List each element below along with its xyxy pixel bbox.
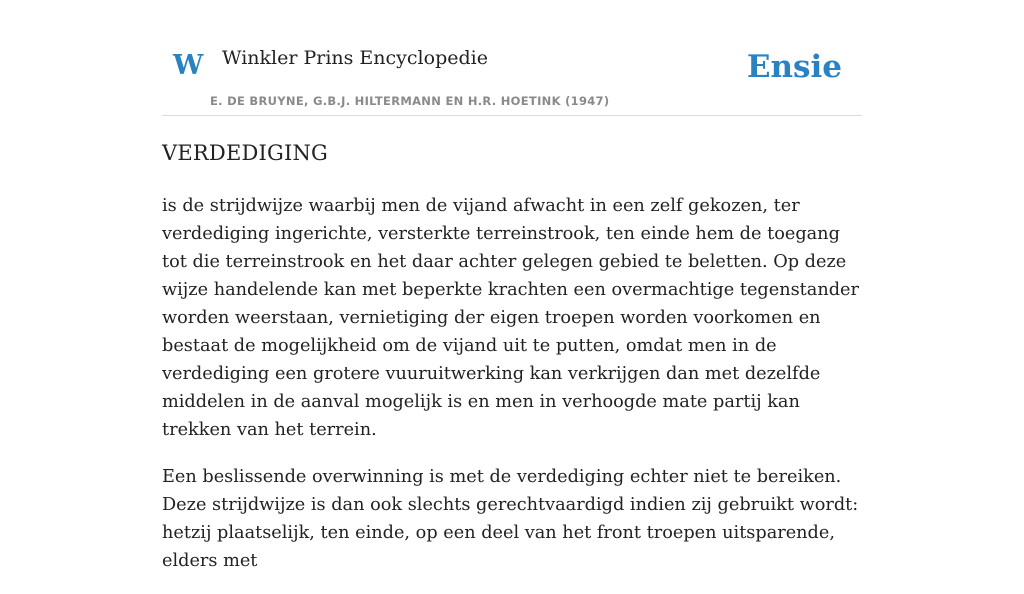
site-title[interactable]: Winkler Prins Encyclopedie: [222, 47, 488, 69]
entry-title: VERDEDIGING: [162, 141, 329, 165]
entry-paragraph: Een beslissende overwinning is met de verdediging echter niet te bereiken. Deze strijdwijze is dan ook slechts gerechtvaardigd indien zij gebruikt wordt: hetzij plaatselijk, ten einde, op een deel van het front troepen uitsparende, elders met: [162, 467, 859, 571]
entry-paragraph: is de strijdwijze waarbij men de vijand afwacht in een zelf gekozen, ter verdediging ingerichte, versterkte terreinstrook, ten einde hem de toegang tot die terreinstrook en het daar achter gelegen gebied te beletten. Op deze wijze handelende kan met beperkte krachten een overmachtige tegenstander worden weerstaan, vernietiging der eigen troepen worden voorkomen en bestaat de mogelijkheid om de vijand uit te putten, omdat men in de verdediging een grotere vuuruitwerking kan verkrijgen dan met dezelfde middelen in de aanval mogelijk is en men in verhoogde mate partij kan trekken van het terrein.: [162, 196, 859, 440]
entry-body: [162, 192, 862, 594]
ensie-logo[interactable]: Ensie: [746, 49, 842, 85]
logo-w-icon[interactable]: W: [173, 50, 204, 81]
page-container: [162, 0, 862, 571]
site-header: [162, 0, 862, 116]
authors-line: E. DE BRUYNE, G.B.J. HILTERMANN EN H.R. HOETINK (1947): [210, 94, 610, 108]
